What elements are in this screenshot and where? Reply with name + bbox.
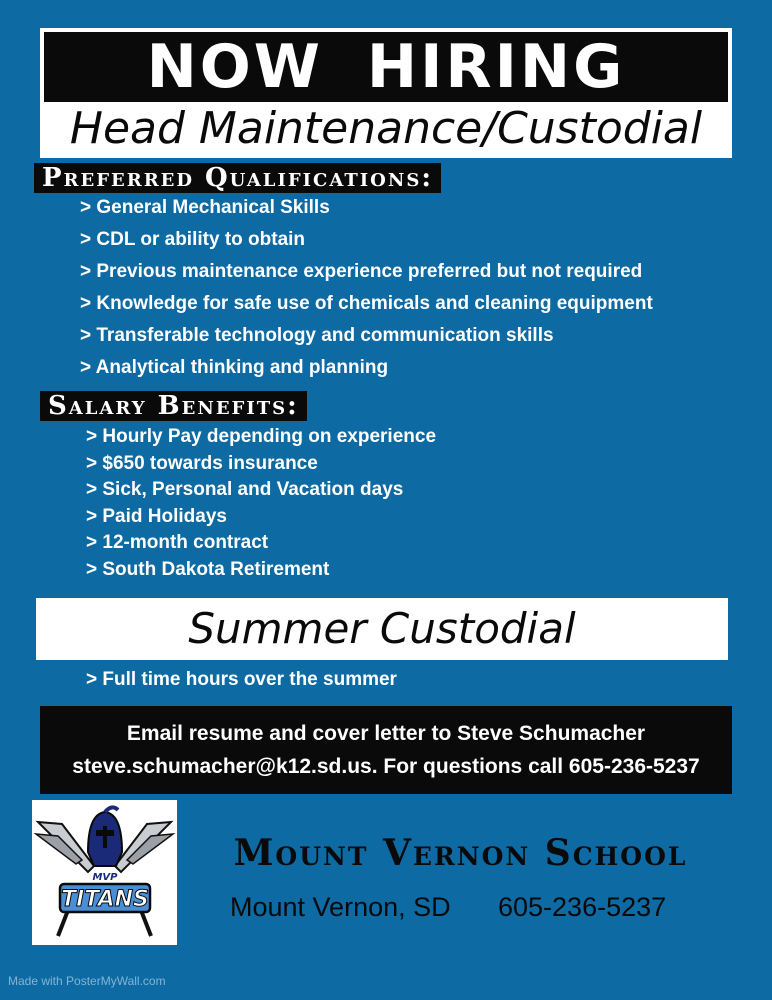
watermark: Made with PosterMyWall.com	[8, 974, 166, 988]
list-item: > Full time hours over the summer	[86, 669, 397, 690]
now-hiring-bar	[44, 32, 728, 102]
contact-line: steve.schumacher@k12.sd.us. For questions call 605-236-5237	[72, 755, 700, 778]
salary-list	[86, 424, 436, 584]
school-location: Mount Vernon, SD	[230, 892, 451, 922]
titan-knight-logo-icon	[32, 800, 177, 945]
school-phone: 605-236-5237	[498, 892, 667, 922]
logo-small-text: MVP	[92, 872, 118, 883]
list-item: > South Dakota Retirement	[86, 558, 330, 580]
contact-line: Email resume and cover letter to Steve Schumacher	[126, 722, 646, 745]
school-name: Mount Vernon School	[233, 832, 688, 874]
list-item: > Previous maintenance experience preferred but not required	[80, 261, 643, 282]
list-item: > Paid Holidays	[86, 505, 227, 527]
list-item: > Analytical thinking and planning	[80, 357, 389, 378]
contact-box	[40, 706, 732, 794]
summer-list	[86, 667, 397, 693]
list-item: > Transferable technology and communication skills	[80, 325, 554, 346]
school-logo	[32, 800, 177, 945]
list-item: > Knowledge for safe use of chemicals and cleaning equipment	[80, 293, 653, 314]
list-item: > General Mechanical Skills	[80, 197, 330, 218]
page-title: NOW HIRING	[146, 32, 626, 102]
list-item: > Hourly Pay depending on experience	[86, 426, 437, 447]
list-item: > Sick, Personal and Vacation days	[86, 479, 404, 501]
qualifications-list	[80, 195, 653, 387]
position-title: Head Maintenance/Custodial	[69, 103, 703, 154]
logo-text: TITANS	[61, 887, 149, 912]
list-item: > 12-month contract	[86, 532, 269, 554]
list-item: > $650 towards insurance	[86, 452, 318, 474]
qualifications-heading: Preferred Qualifications:	[34, 163, 441, 193]
summer-custodial-banner: Summer Custodial	[36, 598, 728, 660]
salary-heading: Salary Benefits:	[40, 391, 307, 421]
list-item: > CDL or ability to obtain	[80, 229, 306, 250]
